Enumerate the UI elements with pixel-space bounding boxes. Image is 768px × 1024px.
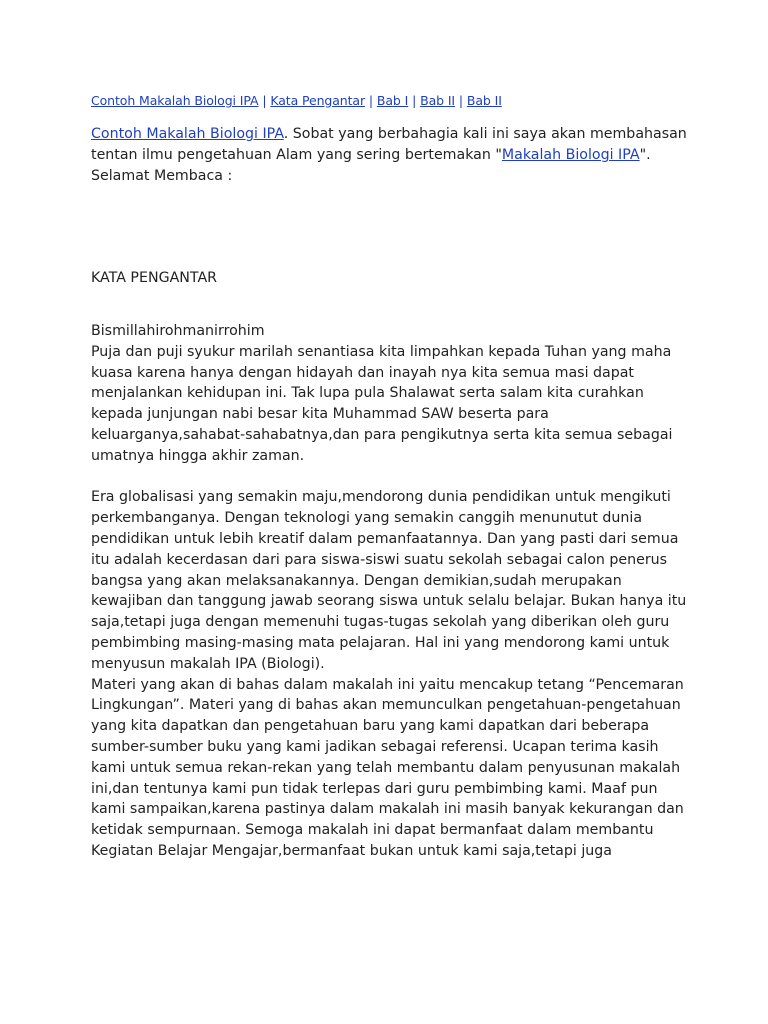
header-link-kata-pengantar[interactable]: Kata Pengantar xyxy=(270,93,366,108)
intro-link-makalah-biologi[interactable]: Makalah Biologi IPA xyxy=(501,147,640,163)
paragraph-gap xyxy=(91,467,691,488)
header-link-bab-1[interactable]: Bab I xyxy=(376,93,409,108)
section-heading: KATA PENGANTAR xyxy=(91,270,218,286)
header-link-bab-2-second[interactable]: Bab II xyxy=(466,93,502,108)
intro-text-2: ". Selamat Membaca : xyxy=(91,147,651,184)
opening-line: Bismillahirohmanirrohim xyxy=(91,323,265,339)
header-link-contoh-makalah[interactable]: Contoh Makalah Biologi IPA xyxy=(91,93,259,108)
intro-link-contoh-makalah[interactable]: Contoh Makalah Biologi IPA xyxy=(91,126,284,142)
paragraph-1: Puja dan puji syukur marilah senantiasa kita limpahkan kepada Tuhan yang maha kuasa karena hanya dengan hidayah dan inayah nya kita semua masi dapat menjalankan kehidupan ini. Tak lupa pula Shalawat serta salam kita curahkan kepada junjungan nabi besar kita Muhammad SAW beserta para keluarganya,sahabat-sahabatnya,dan para pengikutnya serta kita semua sebagai umatnya hingga akhir zaman. xyxy=(91,343,673,464)
header-separator: | xyxy=(408,93,421,108)
header-separator: | xyxy=(455,93,467,108)
header-link-bar xyxy=(91,92,502,110)
intro-paragraph xyxy=(91,124,691,187)
header-separator: | xyxy=(258,93,271,108)
paragraph-2: Era globalisasi yang semakin maju,mendorong dunia pendidikan untuk mengikuti perkembanganya. Dengan teknologi yang semakin canggih menunutut dunia pendidikan untuk lebih kreatif dalam pemanfaatannya. Dan yang pasti dari semua itu adalah kecerdasan dari para siswa-siswi suatu sekolah sebagai calon penerus bangsa yang akan melaksanakannya. Dengan demikian,sudah merupakan kewajiban dan tanggung jawab seorang siswa untuk selalu belajar. Bukan hanya itu saja,tetapi juga dengan memenuhi tugas-tugas sekolah yang diberikan oleh guru pembimbing masing-masing mata pelajaran. Hal ini yang mendorong kami untuk menyusun makalah IPA (Biologi). xyxy=(91,489,687,672)
header-separator: | xyxy=(365,93,377,108)
intro-text-1: . Sobat yang berbahagia kali ini saya akan membahasan tentan ilmu pengetahuan Alam yang sering bertemakan " xyxy=(91,126,687,163)
header-link-bab-2[interactable]: Bab II xyxy=(420,93,456,108)
section-body xyxy=(91,321,691,862)
paragraph-3: Materi yang akan di bahas dalam makalah ini yaitu mencakup tetang “Pencemaran Lingkungan”. Materi yang di bahas akan memunculkan pengetahuan-pengetahuan yang kita dapatkan dan pengetahuan baru yang kami dapatkan dari beberapa sumber-sumber buku yang kami jadikan sebagai referensi. Ucapan terima kasih kami untuk semua rekan-rekan yang telah membantu dalam penyusunan makalah ini,dan tentunya kami pun tidak terlepas dari guru pembimbing kami. Maaf pun kami sampaikan,karena pastinya dalam makalah ini masih banyak kekurangan dan ketidak sempurnaan. Semoga makalah ini dapat bermanfaat dalam membantu Kegiatan Belajar Mengajar,bermanfaat bukan untuk kami saja,tetapi juga xyxy=(91,676,684,859)
